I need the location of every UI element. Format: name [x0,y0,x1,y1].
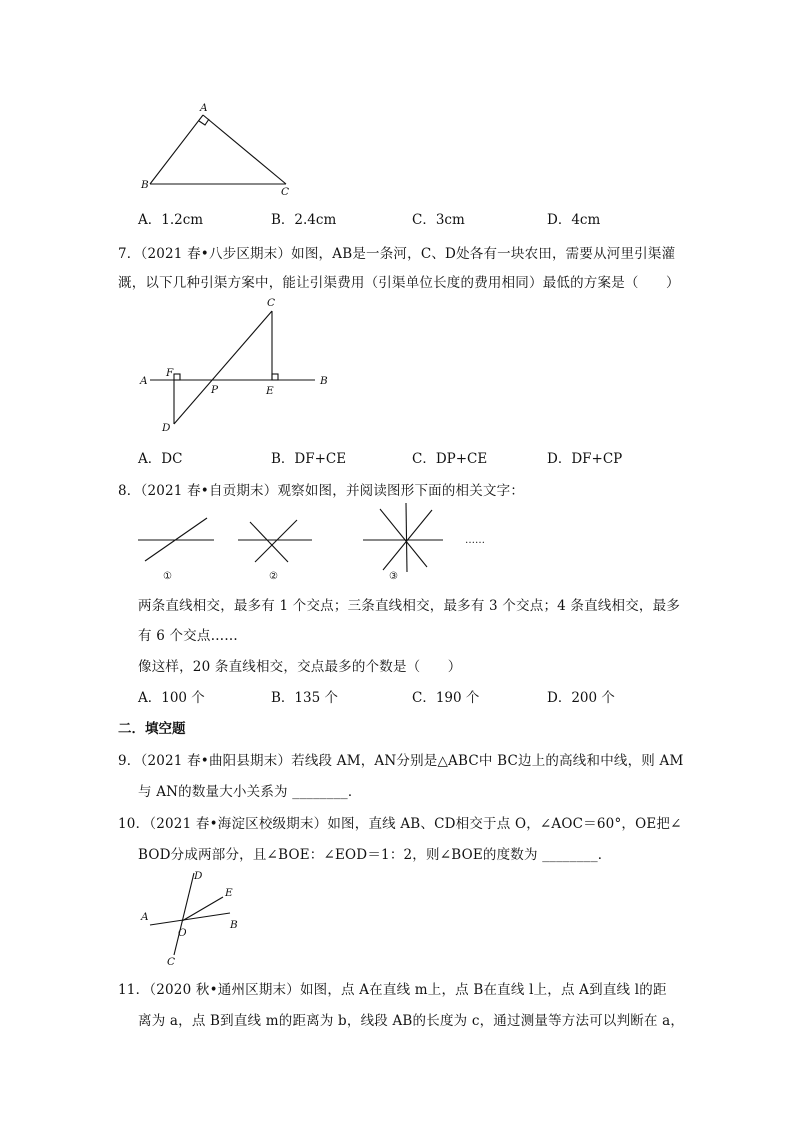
q7-option-d[interactable]: D．DF+CP [547,451,623,467]
label-d: D [162,422,171,434]
q6-option-c[interactable]: C．3cm [412,212,465,228]
q7-option-b[interactable]: B．DF+CE [271,451,347,467]
q8-text-line2: 两条直线相交，最多有 1 个交点；三条直线相交，最多有 3 个交点；4 条直线相交，最多 [138,598,681,614]
label-p: P [211,384,219,396]
q8-option-a[interactable]: A．100 个 [138,690,205,706]
q8-option-b[interactable]: B．135 个 [271,690,338,706]
q7-option-c[interactable]: C．DP+CE [412,451,488,467]
label-o: O [178,927,187,939]
q7-option-a[interactable]: A．DC [138,451,183,467]
line-cd [174,873,194,955]
q7-text-line1: 7．（2021 春•八步区期末）如图，AB是一条河，C、D处各有一块农田，需要从河里引渠灌 [118,246,676,262]
q10-text-line1: 10．（2021 春•海淀区校级期末）如图，直线 AB、CD相交于点 O，∠AOC＝60°，OE把∠ [118,816,682,832]
label-a: A [200,102,208,114]
q8-text-line4: 像这样，20 条直线相交，交点最多的个数是（ ） [138,659,462,675]
label-c: C [167,956,176,968]
q8-option-c[interactable]: C．190 个 [412,690,480,706]
q7-text-line2: 溉，以下几种引渠方案中，能让引渠费用（引渠单位长度的费用相同）最低的方案是（ ） [118,275,680,291]
label-a: A [141,911,149,923]
q8-option-d[interactable]: D．200 个 [547,690,615,706]
q6-option-d[interactable]: D．4cm [547,212,601,228]
q8-text-line1: 8．（2021 春•自贡期末）观察如图，并阅读图形下面的相关文字： [118,483,525,499]
label-c: C [267,297,276,309]
fig3-label: ③ [389,571,398,582]
label-b: B [320,375,328,387]
label-b: B [141,179,149,191]
label-a: A [140,375,148,387]
section-title-fill-in: 二．填空题 [118,721,186,737]
label-e: E [225,887,233,899]
q11-text-line1: 11．（2020 秋•通州区期末）如图，点 A在直线 m上，点 B在直线 l上，点 A到直线 l的距 [118,982,667,998]
label-d: D [194,870,203,882]
fig1-label: ① [163,571,172,582]
label-e: E [266,385,274,397]
q9-text-line2: 与 AN的数量大小关系为 ________． [138,784,362,800]
q8-text-line3: 有 6 个交点…… [138,628,238,644]
line-ab [150,913,230,925]
fig2-label: ② [269,571,278,582]
label-c: C [281,186,290,198]
label-b: B [230,919,238,931]
q11-text-line2: 离为 a，点 B到直线 m的距离为 b，线段 AB的长度为 c，通过测量等方法可以判断在 a， [138,1013,685,1029]
q9-text-line1: 9．（2021 春•曲阳县期末）若线段 AM，AN分别是△ABC中 BC边上的高线和中线，则 AM [118,753,684,769]
continuation-dots: …… [465,535,485,546]
q6-option-a[interactable]: A．1.2cm [138,212,204,228]
label-f: F [166,367,174,379]
q6-option-b[interactable]: B．2.4cm [271,212,337,228]
q10-text-line2: BOD分成两部分，且∠BOE：∠EOD＝1：2，则∠BOE的度数为 ________． [138,847,612,863]
